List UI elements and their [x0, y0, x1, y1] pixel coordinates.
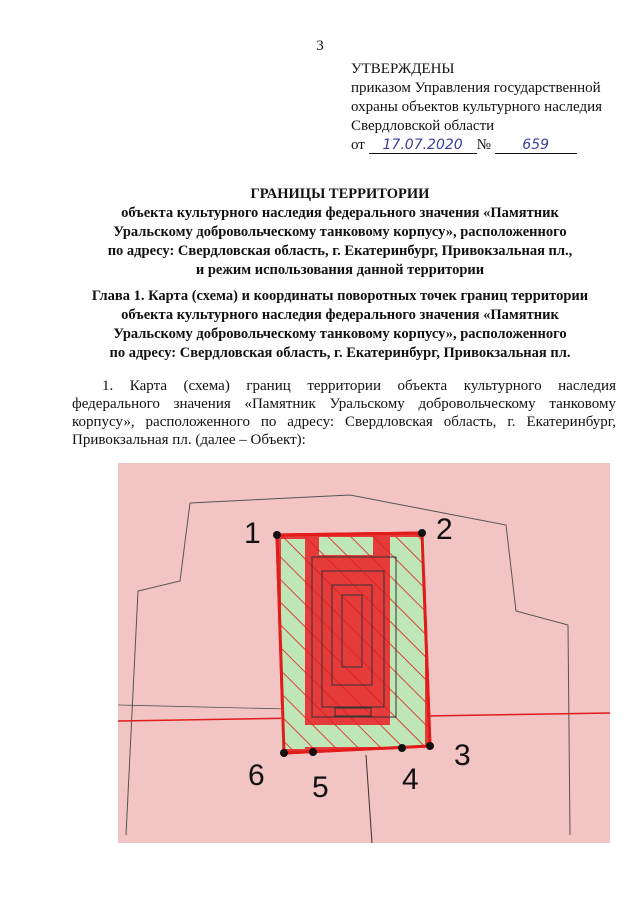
approval-line-1: приказом Управления государственной — [351, 80, 601, 96]
point-label-6: 6 — [248, 759, 265, 792]
territory-map — [118, 463, 610, 843]
approval-title: УТВЕРЖДЕНЫ — [351, 61, 455, 77]
point-label-5: 5 — [312, 771, 329, 804]
page-number: 3 — [316, 38, 324, 54]
turning-point-6 — [280, 749, 288, 757]
title-line-3: Уральскому добровольческому танковому корпусу», расположенного — [113, 224, 567, 240]
chapter-line-4: по адресу: Свердловская область, г. Екатеринбург, Привокзальная пл. — [109, 345, 571, 361]
title-line-1: ГРАНИЦЫ ТЕРРИТОРИИ — [250, 186, 430, 202]
approval-date-row — [351, 136, 631, 155]
point-label-2: 2 — [436, 513, 453, 546]
approval-date: 17.07.2020 — [369, 137, 477, 154]
turning-point-3 — [426, 742, 434, 750]
title-line-2: объекта культурного наследия федерального значения «Памятник — [121, 205, 559, 221]
point-label-1: 1 — [244, 517, 261, 550]
territory-hatch — [277, 533, 430, 753]
chapter-line-1: Глава 1. Карта (схема) и координаты поворотных точек границ территории — [91, 288, 589, 304]
from-label: от — [351, 137, 365, 153]
chapter-line-3: Уральскому добровольческому танковому корпусу», расположенного — [113, 326, 567, 342]
approval-line-3: Свердловской области — [351, 118, 495, 134]
approval-line-2: охраны объектов культурного наследия — [351, 99, 603, 115]
approval-number: 659 — [495, 137, 577, 154]
document-title — [40, 185, 640, 280]
turning-point-2 — [418, 529, 426, 537]
approval-block — [351, 60, 631, 155]
chapter-heading — [40, 287, 640, 363]
point-label-3: 3 — [454, 739, 471, 772]
title-line-4: по адресу: Свердловская область, г. Екатеринбург, Привокзальная пл., — [107, 243, 573, 259]
chapter-line-2: объекта культурного наследия федерального значения «Памятник — [121, 307, 559, 323]
turning-point-1 — [273, 531, 281, 539]
turning-point-5 — [309, 748, 317, 756]
paragraph-1: 1. Карта (схема) границ территории объекта культурного наследия федерального значения «Памятник Уральскому добровольческому танковому корпусу», расположенного по адресу: Свердловская область, г. Екатеринбург, Привокзальная пл. (далее – Объект): — [72, 378, 616, 448]
territory-map-svg — [118, 463, 610, 843]
turning-point-4 — [398, 744, 406, 752]
title-line-5: и режим использования данной территории — [195, 262, 485, 278]
point-label-4: 4 — [402, 763, 419, 796]
number-label: № — [476, 137, 491, 153]
